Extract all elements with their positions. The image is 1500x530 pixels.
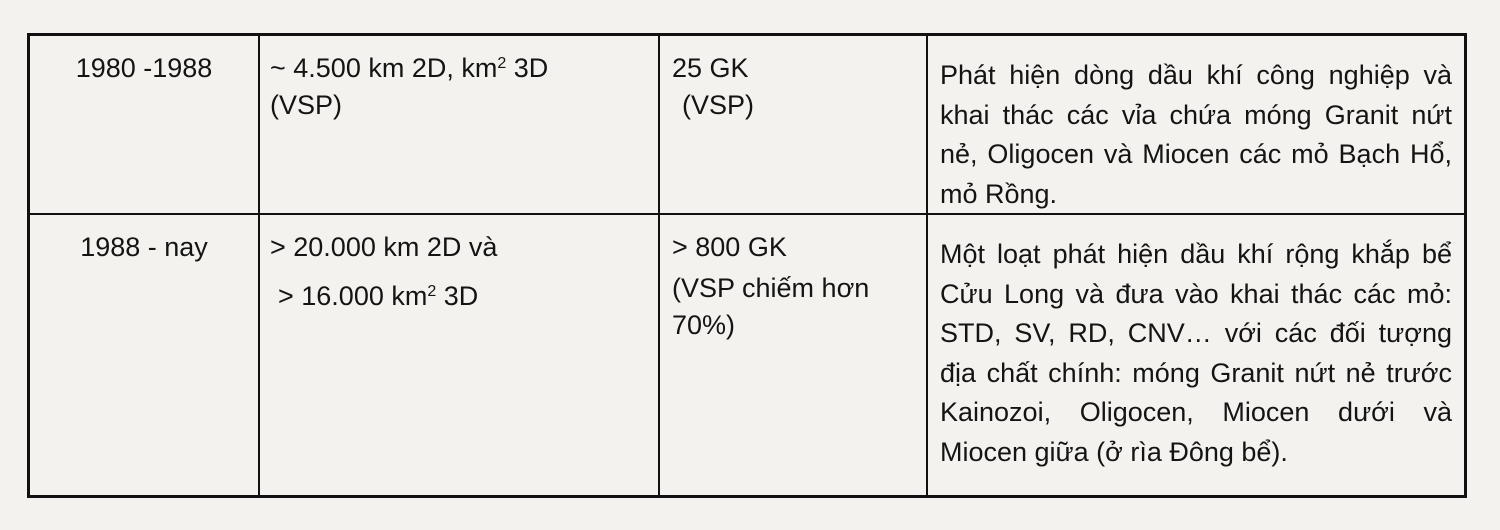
wells-line-2: (VSP) [682, 90, 755, 120]
wells-line-2: (VSP chiếm hơn [672, 273, 870, 303]
wells-cell [660, 36, 928, 213]
wells-line-1: 25 GK [672, 53, 749, 83]
period-text: 1988 - nay [80, 232, 208, 262]
table-row [30, 36, 1464, 215]
seismic-cell [260, 215, 660, 495]
results-cell [928, 215, 1464, 495]
period-cell [30, 36, 260, 213]
results-text: Phát hiện dòng dầu khí công nghiệp và khai thác các vỉa chứa móng Granit nứt nẻ, Oligocen và Miocen các mỏ Bạch Hổ, mỏ Rồng. [940, 60, 1452, 209]
period-text: 1980 -1988 [75, 53, 213, 83]
results-cell [928, 36, 1464, 213]
results-text: Một loạt phát hiện dầu khí rộng khắp bể Cửu Long và đưa vào khai thác các mỏ: STD, SV, RD, CNV… với các đối tượng địa chất chính: móng Granit nứt nẻ trước Kainozoi, Oligocen, Miocen dưới và Miocen giữa (ở rìa Đông bể). [940, 239, 1452, 467]
wells-cell [660, 215, 928, 495]
seismic-line-1: ~ 4.500 km 2D, $km^2$ 3D [270, 53, 549, 83]
table-row [30, 215, 1464, 495]
period-cell [30, 215, 260, 495]
wells-line-1: > 800 GK [672, 232, 787, 262]
seismic-line-2: (VSP) [270, 90, 343, 120]
wells-line-3: 70%) [672, 310, 736, 340]
seismic-line-2: > 16.000 $km^2$ 3D [278, 281, 479, 311]
seismic-cell [260, 36, 660, 213]
exploration-table [27, 33, 1467, 498]
seismic-line-1: > 20.000 km 2D và [270, 232, 498, 262]
